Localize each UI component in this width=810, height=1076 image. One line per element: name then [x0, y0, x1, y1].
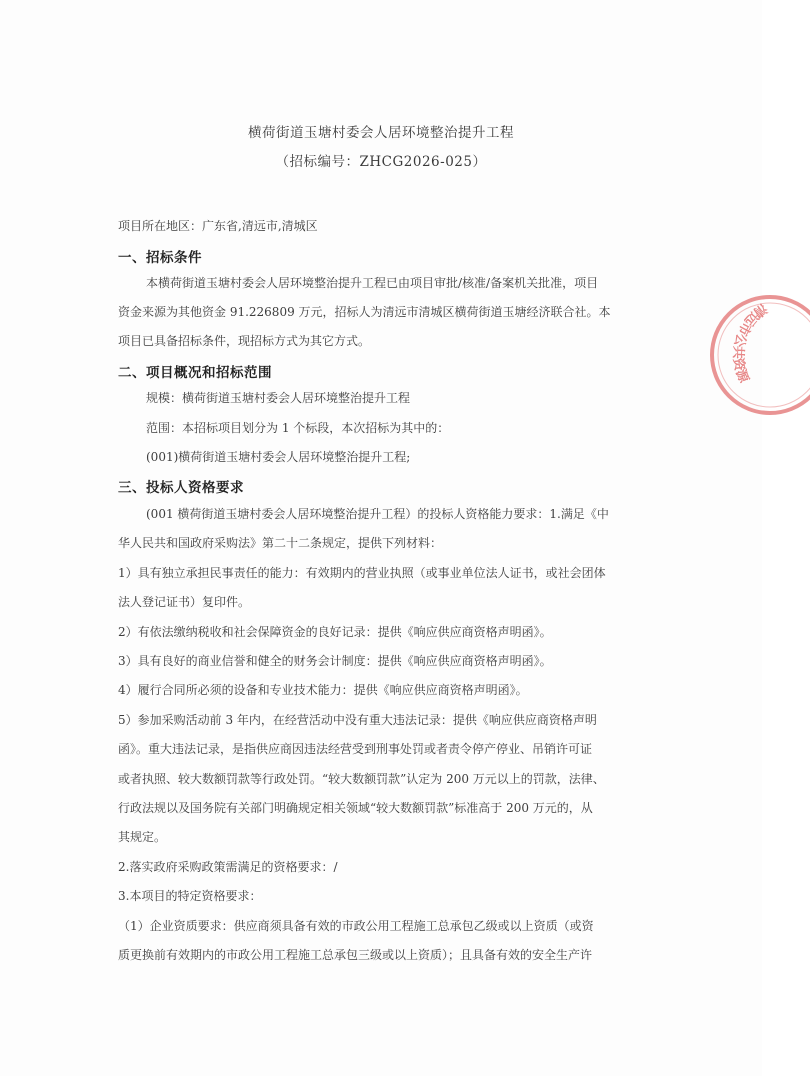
paragraph-line: 或者执照、较大数额罚款等行政处罚。“较大数额罚款”认定为 200 万元以上的罚款，法律、: [118, 772, 605, 786]
seal-text: 清远市公共资源: [729, 300, 770, 386]
paragraph-line: 3）具有良好的商业信誉和健全的财务会计制度：提供《响应供应商资格声明函》。: [118, 654, 552, 668]
svg-text:清远市公共资源: [730, 300, 770, 386]
paragraph-line: 函》。重大违法记录，是指供应商因违法经营受到刑事处罚或者责令停产停业、吊销许可证: [118, 742, 593, 756]
paragraph-line: 3.本项目的特定资格要求：: [118, 889, 262, 903]
paragraph-line: 2.落实政府采购政策需满足的资格要求：/: [118, 860, 338, 874]
paragraph-line: 项目已具备招标条件，现招标方式为其它方式。: [118, 334, 371, 348]
project-location: 项目所在地区：广东省,清远市,清城区: [118, 219, 318, 233]
paragraph-line: （1）企业资质要求：供应商须具备有效的市政公用工程施工总承包乙级或以上资质（或资: [118, 919, 594, 933]
paragraph-line: 质更换前有效期内的市政公用工程施工总承包三级或以上资质）；且具备有效的安全生产许: [118, 948, 593, 962]
paragraph-line: 华人民共和国政府采购法》第二十二条规定，提供下列材料：: [118, 536, 443, 550]
paragraph-line: 5）参加采购活动前 3 年内，在经营活动中没有重大违法记录：提供《响应供应商资格声明: [118, 713, 597, 727]
paragraph-line: 4）履行合同所必须的设备和专业技术能力：提供《响应供应商资格声明函》。: [118, 683, 528, 697]
paragraph-line: (001 横荷街道玉塘村委会人居环境整治提升工程）的投标人资格能力要求：1.满足《中: [146, 507, 609, 521]
paragraph-line: 法人登记证书）复印件。: [118, 595, 251, 609]
project-scale: 规模：横荷街道玉塘村委会人居环境整治提升工程: [146, 391, 411, 405]
section-heading-project-overview: 二、项目概况和招标范围: [118, 365, 272, 381]
document-title: 横荷街道玉塘村委会人居环境整治提升工程: [248, 125, 514, 141]
paragraph-line: 1）具有独立承担民事责任的能力：有效期内的营业执照（或事业单位法人证书，或社会团体: [118, 566, 606, 580]
paragraph-line: 行政法规以及国务院有关部门明确规定相关领域“较大数额罚款”标准高于 200 万元的，从: [118, 801, 593, 815]
paragraph-line: 2）有依法缴纳税收和社会保障资金的良好记录：提供《响应供应商资格声明函》。: [118, 625, 552, 639]
section-heading-bidding-conditions: 一、招标条件: [118, 250, 202, 266]
paragraph-line: 本横荷街道玉塘村委会人居环境整治提升工程已由项目审批/核准/备案机关批准，项目: [146, 276, 599, 290]
official-seal-stamp: [700, 280, 810, 430]
project-scope: 范围：本招标项目划分为 1 个标段，本次招标为其中的：: [146, 421, 450, 435]
section-heading-qualifications: 三、投标人资格要求: [118, 480, 244, 496]
paragraph-line: 资金来源为其他资金 91.226809 万元，招标人为清远市清城区横荷街道玉塘经济联合社。本: [118, 305, 611, 319]
paragraph-line: 其规定。: [118, 830, 167, 844]
project-lot: (001)横荷街道玉塘村委会人居环境整治提升工程;: [146, 450, 411, 464]
bid-number: （招标编号：ZHCG2026-025）: [275, 154, 487, 170]
